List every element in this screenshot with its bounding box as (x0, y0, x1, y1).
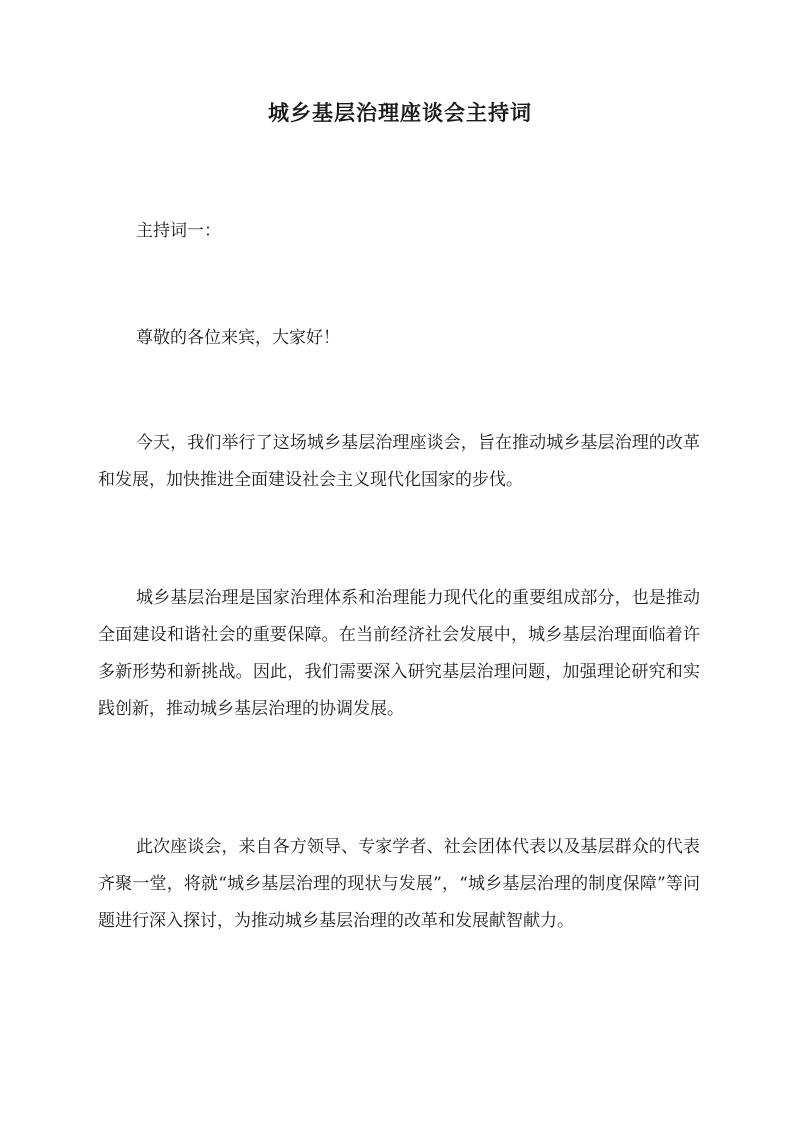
paragraph-significance: 城乡基层治理是国家治理体系和治理能力现代化的重要组成部分，也是推动全面建设和谐社会的重要保障。在当前经济社会发展中，城乡基层治理面临着许多新形势和新挑战。因此，我们需要深入研究基层治理问题，加强理论研究和实践创新，推动城乡基层治理的协调发展。 (98, 588, 700, 719)
paragraph-greeting: 尊敬的各位来宾，大家好！ (136, 328, 340, 348)
paragraph-host-label: 主持词一： (136, 221, 221, 241)
paragraph-purpose: 今天，我们举行了这场城乡基层治理座谈会，旨在推动城乡基层治理的改革和发展，加快推进全面建设社会主义现代化国家的步伐。 (98, 433, 700, 490)
document-title: 城乡基层治理座谈会主持词 (268, 100, 532, 125)
paragraph-participants: 此次座谈会，来自各方领导、专家学者、社会团体代表以及基层群众的代表齐聚一堂，将就“城乡基层治理的现状与发展”，“城乡基层治理的制度保障”等问题进行深入探讨，为推动城乡基层治理的改革和发展献智献力。 (98, 837, 700, 931)
